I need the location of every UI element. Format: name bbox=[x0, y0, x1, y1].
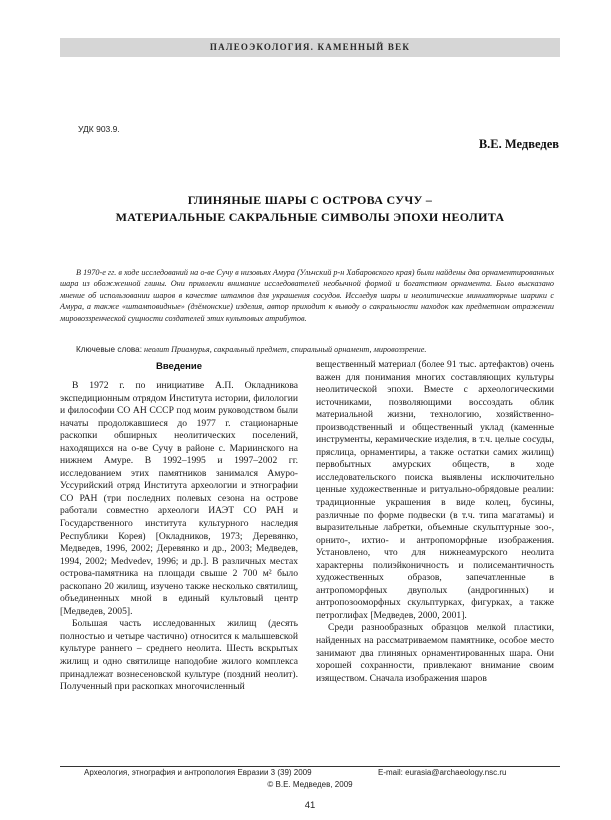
footer-journal: Археология, этнография и антропология Евразии 3 (39) 2009 bbox=[84, 768, 312, 777]
keywords-text: неолит Приамурья, сакральный предмет, спиральный орнамент, мировоззрение. bbox=[144, 345, 427, 354]
udc-code: УДК 903.9. bbox=[78, 124, 120, 134]
right-column bbox=[316, 359, 554, 685]
footer-divider bbox=[60, 766, 560, 767]
section-header: ПАЛЕОЭКОЛОГИЯ. КАМЕННЫЙ ВЕК bbox=[60, 38, 560, 57]
article-title-line-1: ГЛИНЯНЫЕ ШАРЫ С ОСТРОВА СУЧУ – bbox=[187, 193, 433, 207]
abstract: В 1970-е гг. в ходе исследований на о-ве Сучу в низовьях Амура (Ульчский р-н Хабаровского края) были найдены два орнаментированных шара из обожженной глины. Они привлекли внимание исследователей необычной формой и богатством орнамента. Было высказано мнение об использовании шаров в качестве штампов для украшения сосудов. Исследуя шары и неолитические миниатюрные шарики с Амура, а также «штамповидные» (дзёмонские) изделия, автор приходит к выводу о сакральности находок как предметном отражении мировоззренческой сущности создателей этих культовых атрибутов. bbox=[60, 268, 554, 323]
article-title-line-2: МАТЕРИАЛЬНЫЕ САКРАЛЬНЫЕ СИМВОЛЫ ЭПОХИ НЕОЛИТА bbox=[115, 210, 505, 224]
left-column bbox=[60, 380, 298, 694]
page-number: 41 bbox=[304, 800, 316, 811]
left-paragraph-1: В 1972 г. по инициативе А.П. Окладникова экспедиционным отрядом Института истории, филологии и философии СО АН СССР под моим руководством были начаты продолжавшиеся до 1977 г. стационарные раскопки обширных неолитических поселений, находящихся на о-ве Сучу в районе с. Мариинского на нижнем Амуре. В 1992–1995 и 1997–2002 гг. исследованием этих памятников занимался Амуро-Уссурийский отряд Института археологии и этнографии СО РАН (три последних полевых сезона на острове работали совместно археологи ИАЭТ СО РАН и Государственного института культурного наследия Республики Корея) [Окладников, 1973; Деревянко, Медведев, 1996, 2002; Деревянко и др., 2003; Медведев, 1994, 2002; Medvedev, 1996; и др.]. В различных местах острова-памятника на площади свыше 2 700 м² было раскопано 20 жилищ, изучено также несколько святилищ, объединенных мной в единый культовый центр [Медведев, 2005]. bbox=[60, 380, 298, 617]
right-paragraph-1: вещественный материал (более 91 тыс. артефактов) очень важен для понимания многих составляющих культуры неолитической эпохи. Вместе с археологическими источниками, позволяющими воссоздать облик материальной жизни, технологию, хозяйственно-производственный и общественный уклад (каменные инструменты, керамические изделия, в т.ч. целые сосуды, пряслица, орнаментиры, а также остатки самих жилищ) первобытных амурских обществ, в ходе исследовательского поиска выявлены исключительно ценные художественные и ритуально-обрядовые реалии: традиционные украшения в виде колец, бусины, различные по форме подвески (в т.ч. типа магатамы) и выразительные лабретки, объемные скульптурные зоо-, орнито-, ихтио- и антропоморфные изображения. Установлено, что для нижнеамурского неолита характерны полиэйконичность и полисемантичность художественных образов, запечатленные в антропоморфных двуполых (андрогинных) и антропозооморфных скульптурках, фигурках, а также петроглифах [Медведев, 2000, 2001]. bbox=[316, 359, 554, 621]
keywords bbox=[76, 344, 556, 355]
left-paragraph-2: Большая часть исследованных жилищ (десять полностью и четыре частично) относится к малышевской культуре раннего – среднего неолита. Шесть вскрытых жилищ и одно святилище наподобие жилого комплекса принадлежат вознесеновской культуре (поздний неолит). Полученный при раскопках многочисленный bbox=[60, 618, 298, 693]
footer-email[interactable]: E-mail: eurasia@archaeology.nsc.ru bbox=[378, 768, 507, 777]
right-paragraph-2: Среди разнообразных образцов мелкой пластики, найденных на рассматриваемом памятнике, особое место занимают два глиняных орнаментированных шара. Они хорошей сохранности, привлекают внимание своим изяществом. Сначала изображения шаров bbox=[316, 622, 554, 684]
footer-copyright: © В.Е. Медведев, 2009 bbox=[267, 780, 353, 789]
author-name: В.Е. Медведев bbox=[478, 137, 559, 151]
article-title bbox=[60, 192, 560, 226]
keywords-label: Ключевые слова: bbox=[76, 345, 142, 354]
intro-heading: Введение bbox=[155, 361, 203, 372]
